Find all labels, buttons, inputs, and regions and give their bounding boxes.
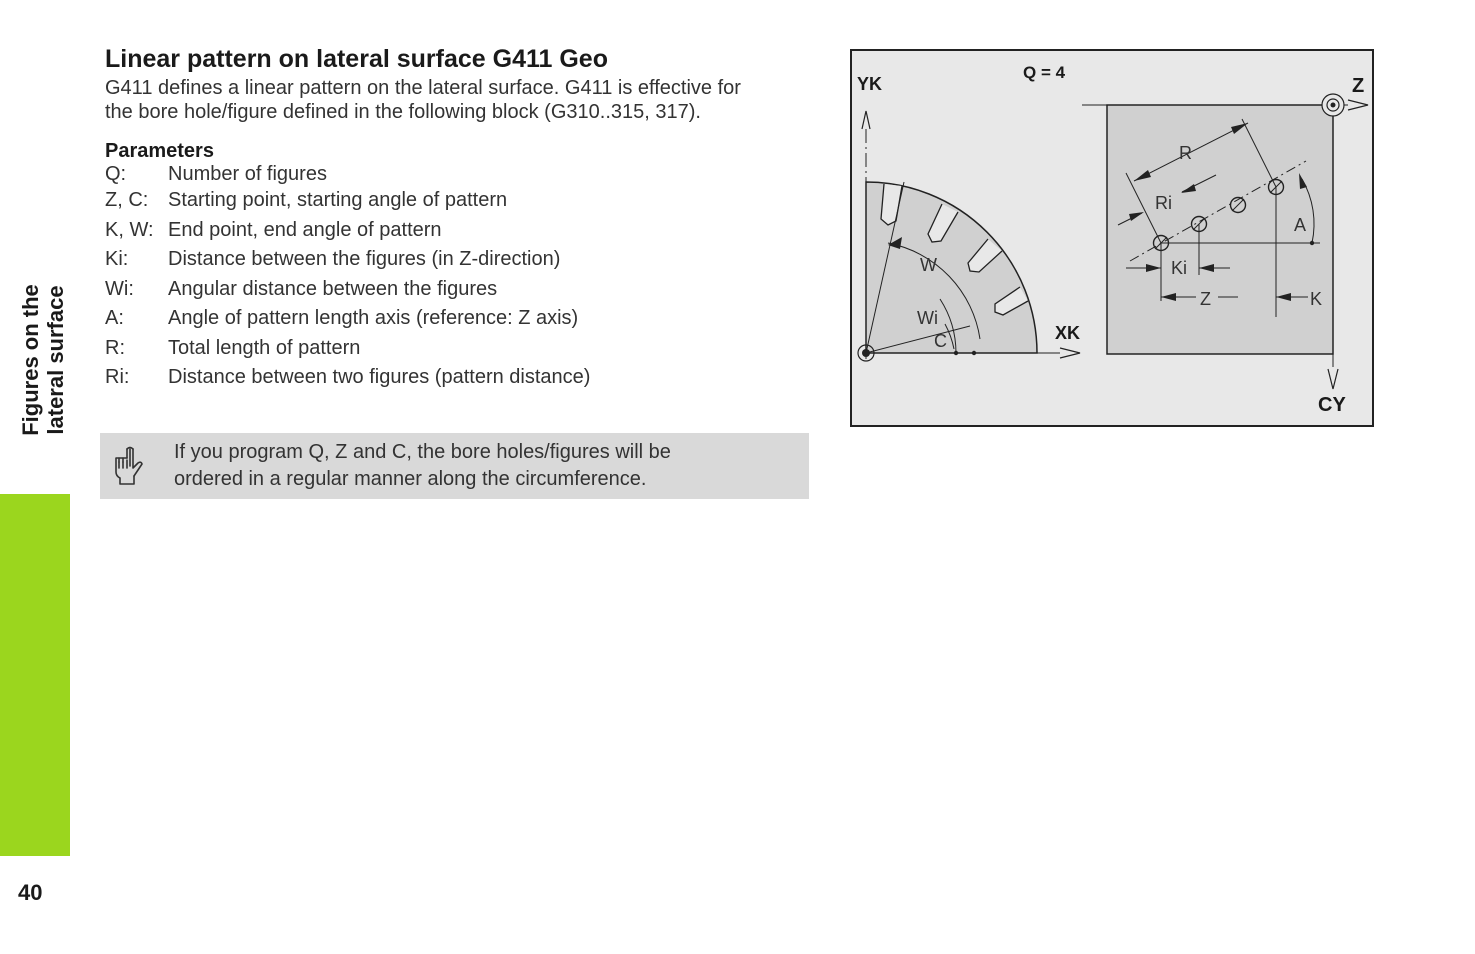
label-r: R xyxy=(1179,143,1192,163)
axis-label-xk: XK xyxy=(1055,323,1081,343)
parameter-code: Wi: xyxy=(105,277,134,300)
parameter-description: Number of figures xyxy=(168,162,327,185)
chapter-color-bar xyxy=(0,494,70,856)
parameter-code: K, W: xyxy=(105,218,154,241)
z-origin-marker xyxy=(1331,103,1336,108)
parameter-description: End point, end angle of pattern xyxy=(168,218,442,241)
parameter-code: Ki: xyxy=(105,248,129,271)
note-box xyxy=(100,433,809,499)
parameter-row xyxy=(105,186,825,216)
main-content xyxy=(105,44,825,393)
parameter-description: Starting point, starting angle of pattern xyxy=(168,189,508,212)
q-label: Q = 4 xyxy=(1023,63,1066,82)
label-w: W xyxy=(920,255,937,275)
parameter-row xyxy=(105,216,825,246)
axis-label-cy: CY xyxy=(1318,394,1346,416)
intro-line1: G411 defines a linear pattern on the lateral surface. G411 is effective for xyxy=(105,77,741,99)
parameter-code: Ri: xyxy=(105,366,130,389)
label-c: C xyxy=(934,331,947,351)
parameter-row xyxy=(105,275,825,305)
parameter-row xyxy=(105,334,825,364)
chapter-label xyxy=(18,260,68,460)
dim-dot xyxy=(972,351,976,355)
parameter-code: A: xyxy=(105,307,124,330)
note-line2: ordered in a regular manner along the circumference. xyxy=(174,468,647,490)
parameter-description: Distance between the figures (in Z-direction) xyxy=(168,248,561,271)
label-a: A xyxy=(1294,215,1307,235)
dim-dot xyxy=(954,351,958,355)
pointing-hand-icon xyxy=(112,446,148,486)
pattern-diagram xyxy=(850,49,1374,427)
side-tab xyxy=(0,0,70,490)
parameter-description: Angle of pattern length axis (reference: Z axis) xyxy=(168,307,579,330)
parameter-row xyxy=(105,162,825,186)
label-z: Z xyxy=(1200,289,1211,309)
label-ri: Ri xyxy=(1155,193,1172,213)
axis-label-yk: YK xyxy=(857,74,883,94)
parameter-description: Angular distance between the figures xyxy=(168,277,498,300)
label-ki: Ki xyxy=(1171,258,1188,278)
parameter-row xyxy=(105,245,825,275)
parameters-heading: Parameters xyxy=(105,140,214,162)
chapter-label-line2: lateral surface xyxy=(43,285,68,435)
parameter-description: Total length of pattern xyxy=(168,336,361,359)
parameter-row xyxy=(105,304,825,334)
parameter-list xyxy=(105,162,825,393)
intro-line2: the bore hole/figure defined in the following block (G310..315, 317). xyxy=(105,101,701,123)
section-title: Linear pattern on lateral surface G411 Geo xyxy=(105,45,608,73)
parameter-code: Q: xyxy=(105,162,127,185)
label-wi: Wi xyxy=(917,308,938,328)
note-line1: If you program Q, Z and C, the bore holes/figures will be xyxy=(174,441,671,463)
section-intro xyxy=(105,76,825,124)
note-text xyxy=(174,439,671,493)
parameter-row xyxy=(105,363,825,393)
chapter-label-line1: Figures on the xyxy=(18,284,43,436)
parameter-code: Z, C: xyxy=(105,189,149,212)
page-number: 40 xyxy=(18,880,43,905)
parameter-code: R: xyxy=(105,336,125,359)
label-k: K xyxy=(1310,289,1323,309)
parameter-description: Distance between two figures (pattern distance) xyxy=(168,366,591,389)
axis-label-z: Z xyxy=(1352,75,1365,97)
dim-dot xyxy=(1310,241,1314,245)
